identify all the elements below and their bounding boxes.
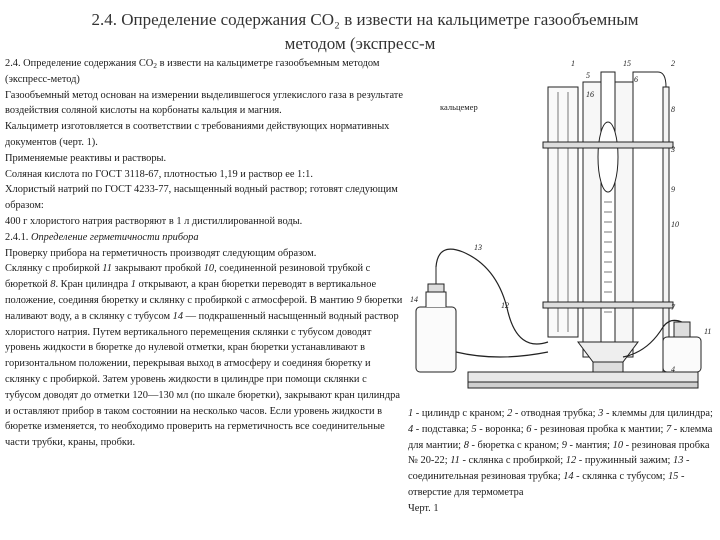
part-ref: 7 bbox=[666, 423, 672, 435]
text-run: закрывают пробкой bbox=[111, 263, 204, 275]
text-run: Черт. 1 bbox=[408, 502, 439, 514]
part-number: 10 bbox=[671, 220, 679, 229]
clamp-lower bbox=[543, 302, 673, 308]
text-run: , соединенной резиновой трубкой с бюреткой bbox=[5, 263, 371, 291]
part-number: 14 bbox=[410, 295, 418, 304]
text-run: бюретки наливают воду, а в склянку с тубусом bbox=[5, 294, 403, 322]
text-run: - мантия; bbox=[566, 439, 613, 451]
part-ref: 13 bbox=[673, 455, 684, 467]
reagents-heading: Применяемые реактивы и растворы. bbox=[5, 152, 167, 164]
part-ref: 8 bbox=[463, 439, 469, 451]
part-ref: 4 bbox=[408, 423, 414, 435]
text-run: - отверстие для термометра bbox=[408, 471, 685, 498]
text-run: - склянка с тубусом; bbox=[573, 471, 668, 483]
text-run: - склянка с пробиркой; bbox=[459, 455, 566, 467]
part-ref: 11 bbox=[102, 263, 112, 275]
part-number: 3 bbox=[671, 145, 675, 154]
connecting-tube bbox=[456, 352, 548, 357]
subsection-heading: 2.4.1. Определение герметичности прибора bbox=[5, 231, 199, 243]
part-ref: 6 bbox=[526, 423, 532, 435]
text-run: - подставка; bbox=[413, 423, 472, 435]
part-ref: 11 bbox=[450, 455, 460, 467]
base-plate bbox=[468, 372, 698, 382]
burette bbox=[601, 72, 615, 357]
nacl-preparation: 400 г хлористого натрия растворяют в 1 л дистиллированной воды. bbox=[5, 215, 303, 227]
text-run: Склянку с пробиркой bbox=[5, 263, 103, 275]
part-number: 15 bbox=[623, 59, 631, 68]
part-ref: 12 bbox=[565, 455, 577, 467]
text-run: - клеммы для цилиндра; bbox=[603, 408, 713, 419]
part-number: 6 bbox=[634, 75, 638, 84]
text-run: - цилиндр с краном; bbox=[413, 408, 508, 419]
text-run: - резиновая пробка к мантии; bbox=[531, 423, 666, 435]
text-run: открывают, а кран бюретки переводят в вертикальное положение, соединяя бюретку и склянку с пробиркой с атмосферой. В мантию bbox=[5, 279, 377, 306]
part-ref: 14 bbox=[563, 471, 574, 483]
check-procedure bbox=[5, 261, 405, 451]
part-ref: 10 bbox=[612, 439, 624, 451]
part-number: 8 bbox=[671, 105, 675, 114]
figure-label: кальцемер bbox=[440, 102, 478, 112]
method-description: Газообъемный метод основан на измерении выделившегося углекислого газа в результате воздействия соляной кислоты на корбонаты кальция и магния. bbox=[5, 89, 403, 117]
part-ref: 10 bbox=[203, 263, 215, 275]
slide-title-line-2: методом (экспресс-м bbox=[284, 34, 436, 53]
reagent-hcl: Соляная кислота по ГОСТ 3118-67, плотностью 1,19 и раствор ее 1:1. bbox=[5, 168, 313, 180]
text-run: - резиновая пробка № 20-22; bbox=[408, 439, 710, 467]
part-ref: 2 bbox=[507, 408, 513, 419]
standard-note: Кальциметр изготовляется в соответствии с требованиями действующих нормативных документов (черт. 1). bbox=[5, 121, 390, 148]
part-number: 4 bbox=[671, 365, 675, 374]
part-number: 9 bbox=[671, 185, 675, 194]
figure-caption bbox=[408, 406, 714, 517]
part-ref: 14 bbox=[172, 310, 184, 322]
section-heading: 2.4. Определение содержания $CO_2$ в извести на кальциметре газообъемным методом (экспресс-метод) bbox=[5, 58, 380, 85]
text-run: - клемма для мантии; bbox=[408, 423, 713, 451]
stand-support bbox=[593, 362, 623, 372]
part-ref: 15 bbox=[667, 471, 679, 483]
part-number: 16 bbox=[586, 90, 594, 99]
bottle-with-tubulus bbox=[416, 307, 456, 372]
text-run: - соединительная резиновая трубка; bbox=[408, 455, 690, 483]
text-run: - бюретка с краном; bbox=[468, 439, 562, 451]
part-ref: 5 bbox=[471, 423, 477, 435]
part-ref: 9 bbox=[561, 439, 567, 451]
text-run: - воронка; bbox=[476, 423, 527, 435]
part-number: 1 bbox=[571, 59, 575, 68]
part-ref: 9 bbox=[356, 294, 362, 306]
part-number: 5 bbox=[586, 71, 590, 80]
funnel bbox=[578, 342, 638, 362]
text-run: . Кран цилиндра bbox=[55, 279, 131, 291]
check-intro: Проверку прибора на герметичность производят следующим образом. bbox=[5, 247, 317, 259]
bottle-with-test-tube bbox=[663, 337, 701, 372]
text-run: - отводная трубка; bbox=[512, 408, 599, 419]
part-ref: 3 bbox=[598, 408, 604, 419]
text-run: — подкрашенный насыщенный водный раствор хлористого натрия. Путем вертикального перемещения склянки с тубусом доводят уровень жидкости в бюретке до нулевой отметки, кран бюретки устанавливают в горизонтальном положении, перекрывая выход в атмосферу и соединяя бюретку и склянку с пробиркой. Затем уровень жидкости в цилиндре при помощи склянки с тубусом доводят до отметки 120—130 мл (по шкале бюретки), закрывают кран цилиндра и оставляют прибор в таком состоянии на несколько часов. Если уровень жидкости в бюретке изменяется, то необходимо проверить на герметичность все соединительные части трубки, краны, пробки. bbox=[5, 310, 400, 449]
part-number: 13 bbox=[474, 243, 482, 252]
document-text bbox=[5, 56, 405, 451]
part-number: 11 bbox=[704, 327, 712, 336]
burette-bulb bbox=[598, 122, 618, 192]
base-front bbox=[468, 382, 698, 388]
stand-rod bbox=[663, 87, 669, 372]
clamp-upper bbox=[543, 142, 673, 148]
part-ref: 1 bbox=[130, 279, 136, 291]
reagent-nacl: Хлористый натрий по ГОСТ 4233-77, насыщенный водный раствор; готовят следующим образом: bbox=[5, 184, 398, 212]
part-ref: 1 bbox=[408, 408, 414, 419]
part-number: 12 bbox=[501, 301, 509, 310]
slide-title-line-1: 2.4. Определение содержания CO₂ в извести на кальциметре газообъемным bbox=[91, 10, 639, 29]
part-number: 7 bbox=[671, 303, 675, 312]
part-ref: 8 bbox=[50, 279, 56, 291]
text-run: - пружинный зажим; bbox=[576, 455, 674, 467]
part-number: 2 bbox=[671, 59, 675, 68]
cylinder bbox=[548, 87, 578, 337]
slide-title bbox=[40, 8, 680, 56]
